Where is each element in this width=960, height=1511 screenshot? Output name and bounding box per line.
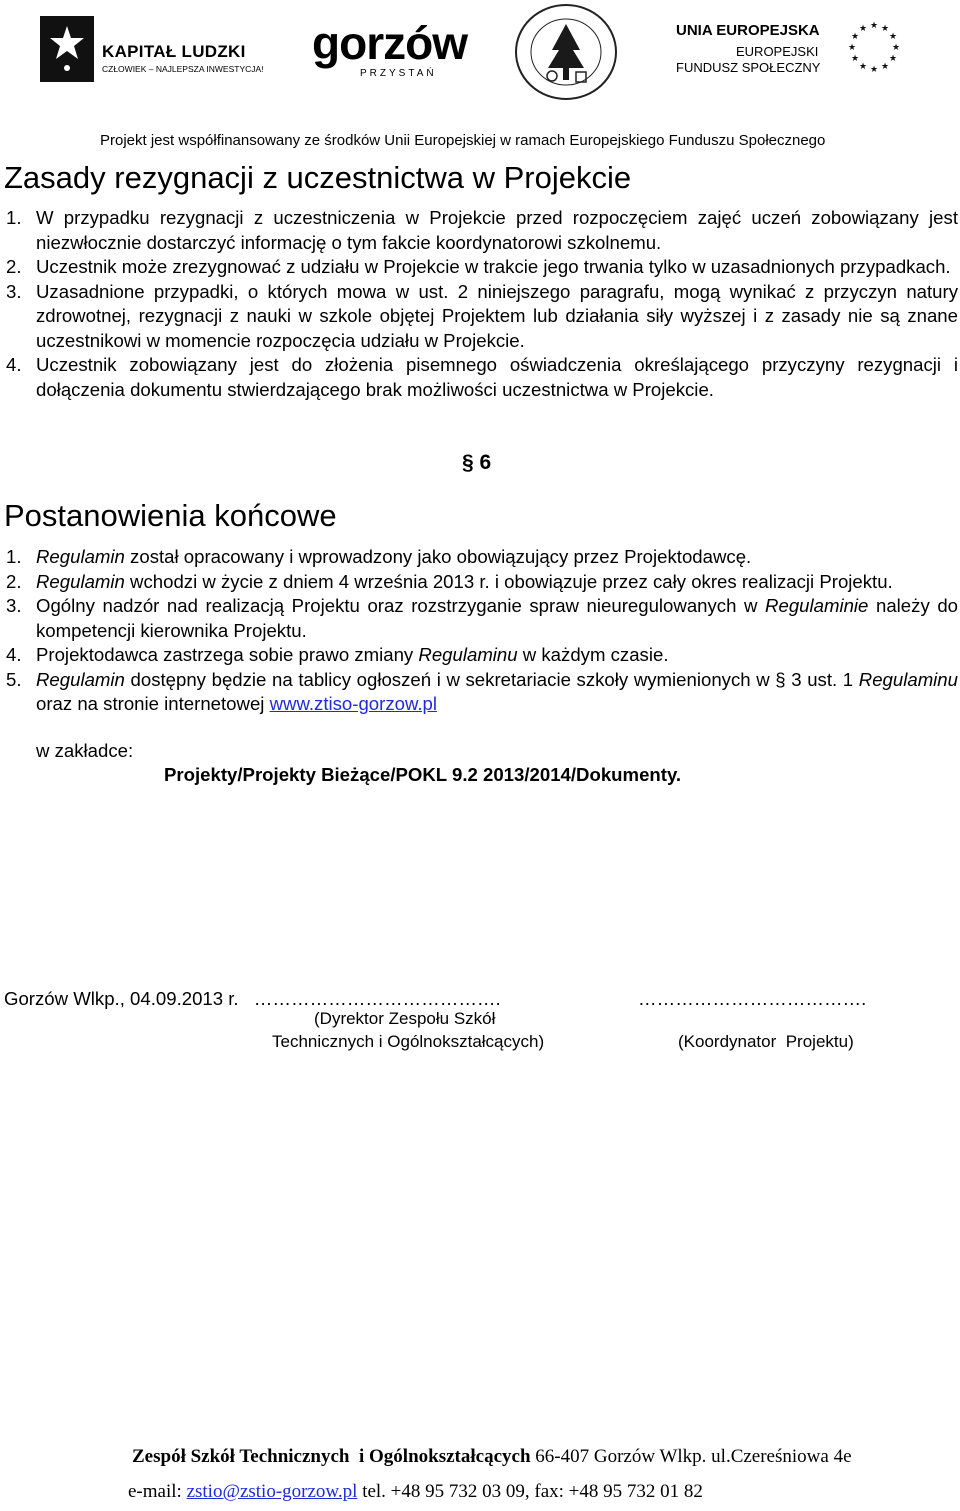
list-item: [6, 545, 958, 570]
item-text: w każdym czasie.: [517, 644, 669, 665]
svg-text:★: ★: [850, 32, 860, 42]
svg-text:★: ★: [847, 43, 857, 53]
footer-contact-line: [128, 1481, 703, 1503]
documents-path: Projekty/Projekty Bieżące/POKL 9.2 2013/2014/Dokumenty.: [164, 764, 682, 785]
section-title-final-provisions: Postanowienia końcowe: [4, 498, 337, 533]
italic-term: Regulamin: [36, 546, 125, 567]
item-number: 1.: [6, 207, 22, 228]
header-logos: [0, 0, 960, 149]
svg-text:★: ★: [869, 65, 879, 75]
item-number: 5.: [6, 668, 22, 690]
footer-address-line: [132, 1446, 852, 1468]
svg-text:★: ★: [850, 54, 860, 64]
item-number: 1.: [6, 546, 22, 567]
list-item: [6, 570, 958, 595]
svg-text:★: ★: [880, 24, 890, 34]
place-date-text: Gorzów Wlkp., 04.09.2013 r.: [4, 988, 239, 1009]
svg-text:★: ★: [880, 62, 890, 72]
italic-term: Regulaminu: [418, 644, 518, 665]
gorzow-logo-text: gorzów: [312, 17, 467, 69]
item-text: Ogólny nadzór nad realizacją Projektu oraz rozstrzyganie spraw nieuregulowanych w: [36, 595, 766, 616]
footer-address: 66-407 Gorzów Wlkp. ul.Czereśniowa 4e: [530, 1446, 852, 1467]
item-number: 3.: [6, 595, 22, 616]
item-text: Projektodawca zastrzega sobie prawo zmiany: [36, 644, 419, 665]
svg-text:★: ★: [891, 43, 901, 53]
list-item: [6, 668, 958, 717]
footer-email-link[interactable]: zstio@zstio-gorzow.pl: [186, 1481, 358, 1502]
list-item: [6, 255, 958, 280]
kapital-ludzki-emblem-icon: [40, 16, 94, 82]
item-text: Uczestnik zobowiązany jest do złożenia pisemnego oświadczenia określającego przyczyny rezygnacji i dołączenia dokumentu stwierdzającego brak możliwości uczestnictwa w Projekcie.: [36, 354, 958, 400]
eu-fund-line2: FUNDUSZ SPOŁECZNY: [676, 60, 821, 75]
director-caption-line1: (Dyrektor Zespołu Szkół: [314, 1009, 496, 1028]
tab-label: w zakładce:: [36, 740, 134, 761]
list-item: [6, 280, 958, 354]
item-text: dostępny będzie na tablicy ogłoszeń i w sekretariacie szkoły wymienionych w § 3 ust. 1: [124, 668, 859, 690]
footer-school-name: Zespół Szkół Technicznych i Ogólnokształcących: [132, 1446, 531, 1467]
director-caption-line2: Technicznych i Ogólnokształcących): [272, 1032, 545, 1051]
eu-fund-line1: EUROPEJSKI: [736, 44, 819, 59]
eu-stars-flag-icon: [842, 14, 906, 78]
svg-text:★: ★: [888, 54, 898, 64]
footer-email-label: e-mail:: [128, 1481, 187, 1502]
item-text: wchodzi w życie z dniem 4 września 2013 r. i obowiązuje przez cały okres realizacji Projektu.: [124, 570, 893, 592]
list-item: [6, 643, 958, 668]
list-item: [6, 353, 958, 402]
funding-statement: Projekt jest współfinansowany ze środków Unii Europejskiej w ramach Europejskiego Funduszu Społecznego: [100, 132, 826, 149]
item-text: został opracowany i wprowadzony jako obowiązujący przez Projektodawcę.: [124, 546, 752, 567]
signature-dots-left: ………………………………….: [253, 988, 501, 1009]
list-item: [6, 594, 958, 643]
italic-term: Regulaminu: [858, 668, 958, 690]
item-number: 2.: [6, 570, 22, 592]
place-and-date: [4, 988, 501, 1010]
item-number: 2.: [6, 256, 22, 277]
svg-text:★: ★: [888, 32, 898, 42]
italic-term: Regulamin: [36, 570, 125, 592]
coordinator-caption: (Koordynator Projektu): [678, 1032, 854, 1051]
school-seal-icon: [512, 2, 620, 102]
gorzow-logo-subtitle: PRZYSTAŃ: [360, 68, 437, 79]
item-text: Uzasadnione przypadki, o których mowa w ust. 2 niniejszego paragrafu, mogą wynikać z przyczyn natury zdrowotnej, rezygnacji z nauki w szkole objętej Projektem lub działania siły wyższej i z zasady nie są znane uczestnikowi w momencie rozpoczęcia udziału w Projekcie.: [36, 280, 958, 351]
item-text: należy do kompetencji kierownika Projektu.: [36, 595, 959, 641]
italic-term: Regulaminie: [765, 595, 869, 616]
eu-logo: [676, 14, 916, 84]
footer-phones: tel. +48 95 732 03 09, fax: +48 95 732 01 82: [357, 1481, 703, 1502]
paragraph-sign-6: § 6: [462, 451, 492, 474]
signature-dots-right: ……………………………….: [638, 988, 867, 1009]
kapital-ludzki-title: KAPITAŁ LUDZKI: [102, 42, 246, 61]
gorzow-przystan-logo: [312, 17, 482, 80]
svg-text:★: ★: [858, 24, 868, 34]
resignation-rules-list: [6, 206, 958, 402]
eu-name: UNIA EUROPEJSKA: [676, 22, 820, 39]
website-link[interactable]: www.ztiso-gorzow.pl: [269, 693, 437, 714]
item-number: 3.: [6, 280, 22, 302]
kapital-ludzki-logo: [40, 16, 270, 82]
svg-text:★: ★: [858, 62, 868, 72]
kapital-ludzki-slogan: CZŁOWIEK – NAJLEPSZA INWESTYCJA!: [102, 64, 264, 74]
item-text: Uczestnik może zrezygnować z udziału w Projekcie w trakcie jego trwania tylko w uzasadnionych przypadkach.: [36, 256, 951, 277]
list-item: [6, 206, 958, 255]
item-text: W przypadku rezygnacji z uczestniczenia w Projekcie przed rozpoczęciem zajęć uczeń zobowiązany jest niezwłocznie dostarczyć informację o tym fakcie koordynatorowi szkolnemu.: [36, 207, 958, 253]
svg-text:★: ★: [869, 21, 879, 31]
italic-term: Regulamin: [36, 668, 125, 690]
section-title-resignation: Zasady rezygnacji z uczestnictwa w Projekcie: [4, 160, 632, 195]
final-provisions-list: [6, 545, 958, 717]
item-number: 4.: [6, 644, 22, 665]
item-text: oraz na stronie internetowej: [36, 693, 270, 714]
item-number: 4.: [6, 354, 22, 375]
